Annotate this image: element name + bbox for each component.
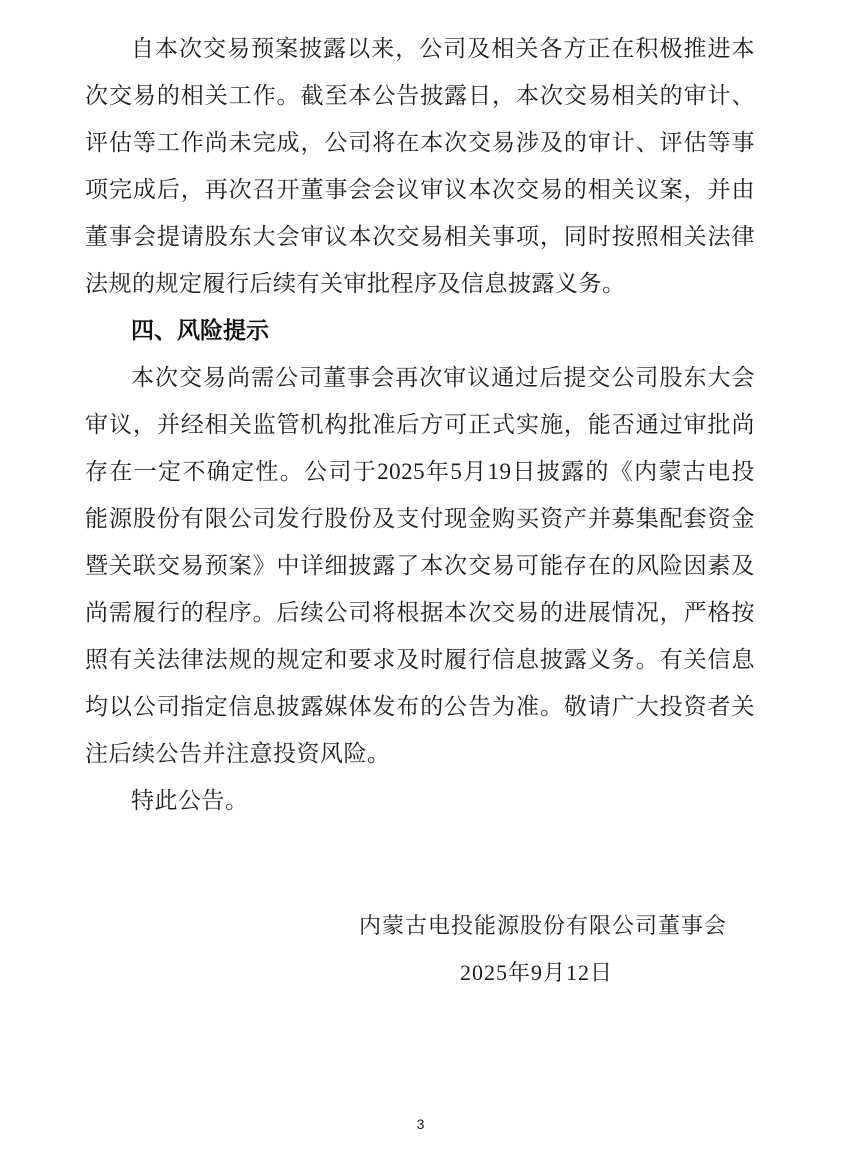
announcement-date: 2025年9月12日 bbox=[459, 960, 613, 985]
paragraph-risk-notice: 本次交易尚需公司董事会再次审议通过后提交公司股东大会审议，并经相关监管机构批准后方可正式实施，能否通过审批尚存在一定不确定性。公司于2025年5月19日披露的《内蒙古电投能源股份有限公司发行股份及支付现金购买资产并募集配套资金暨关联交易预案》中详细披露了本次交易可能存在的风险因素及尚需履行的程序。后续公司将根据本次交易的进展情况，严格按照有关法律法规的规定和要求及时履行信息披露义务。有关信息均以公司指定信息披露媒体发布的公告为准。敬请广大投资者关注后续公告并注意投资风险。 bbox=[85, 365, 755, 766]
paragraph-transaction-progress: 自本次交易预案披露以来，公司及相关各方正在积极推进本次交易的相关工作。截至本公告披露日，本次交易相关的审计、评估等工作尚未完成，公司将在本次交易涉及的审计、评估等事项完成后，再次召开董事会会议审议本次交易的相关议案，并由董事会提请股东大会审议本次交易相关事项，同时按照相关法律法规的规定履行后续有关审批程序及信息披露义务。 bbox=[85, 36, 755, 296]
board-signature: 内蒙古电投能源股份有限公司董事会 bbox=[358, 913, 727, 938]
section-heading-risk-notice: 四、风险提示 bbox=[131, 317, 269, 343]
closing-statement: 特此公告。 bbox=[131, 788, 249, 813]
document-body bbox=[85, 25, 755, 996]
signature-block bbox=[85, 902, 755, 996]
page-number: 3 bbox=[416, 1116, 425, 1132]
